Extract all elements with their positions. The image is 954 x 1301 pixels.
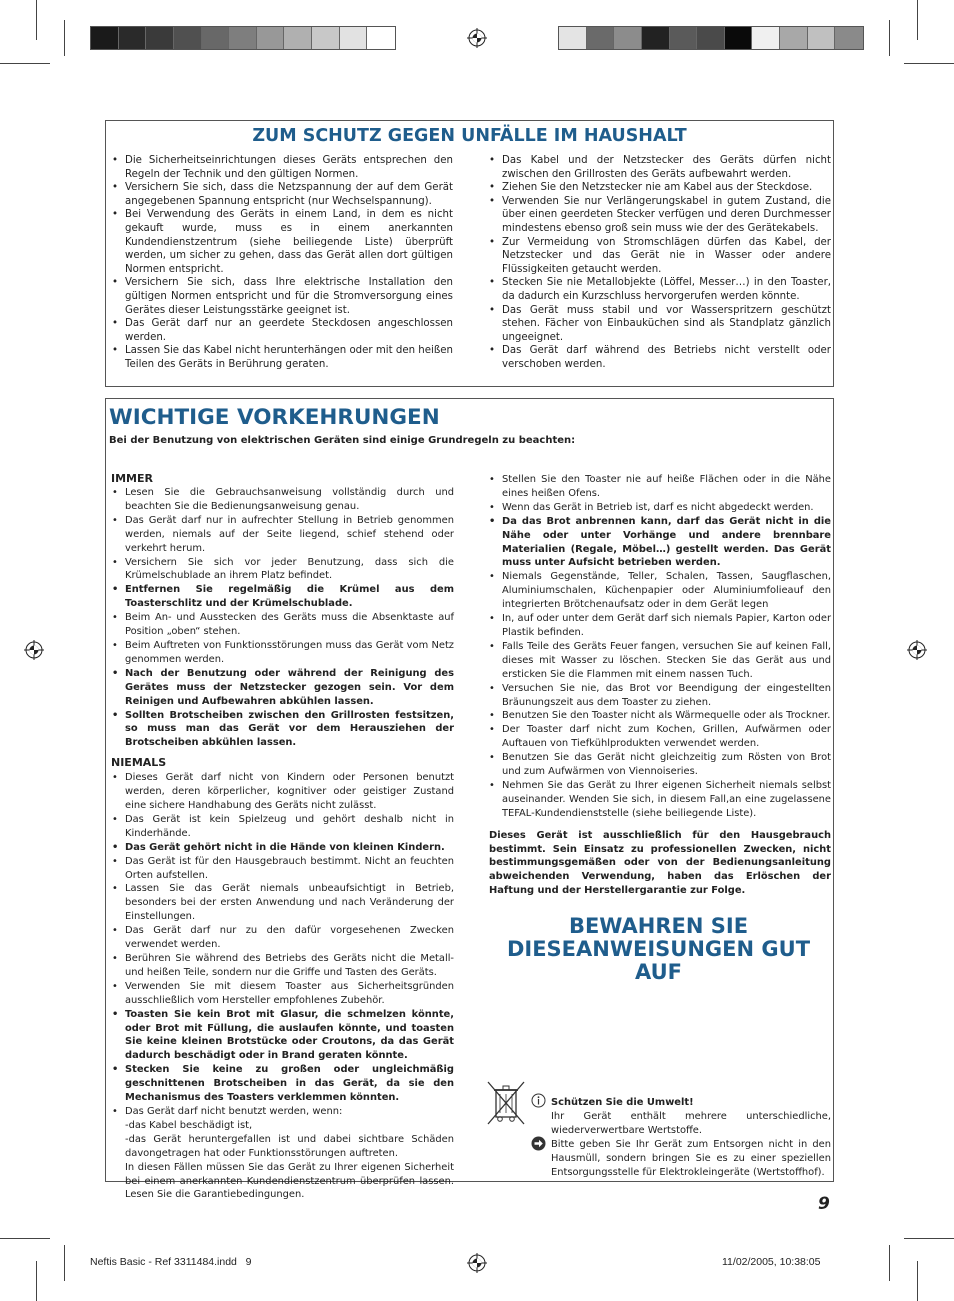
color-swatch xyxy=(340,27,368,49)
color-swatch xyxy=(257,27,285,49)
footer-timestamp: 11/02/2005, 10:38:05 xyxy=(722,1256,821,1268)
precaution-item: • Benutzen Sie das Gerät nicht gleichzeitig zum Rösten von Brot und zum Aufwärmen von Viennoiseries. xyxy=(486,751,831,779)
crop-mark xyxy=(904,63,954,64)
precaution-item: • Wenn das Gerät in Betrieb ist, darf es nicht abgedeckt werden. xyxy=(486,501,831,515)
niemals-label: NIEMALS xyxy=(111,756,167,770)
precautions-list-right xyxy=(486,473,831,821)
precautions-intro: Bei der Benutzung von elektrischen Geräten sind einige Grundregeln zu beachten: xyxy=(109,435,576,446)
environment-text-1: Ihr Gerät enthält mehrere unterschiedliche, wiederverwertbare Wertstoffe. xyxy=(551,1110,831,1136)
safety-list-left xyxy=(109,154,453,372)
precaution-item: • Versuchen Sie nie, das Brot vor Beendigung der eingestellten Bräunungszeit aus dem Toaster zu ziehen. xyxy=(486,682,831,710)
safety-item: • Das Gerät darf während des Betriebs nicht verstellt oder verschoben werden. xyxy=(486,344,831,371)
color-swatch xyxy=(367,27,395,49)
safety-item: • Lassen Sie das Kabel nicht herunterhängen oder mit den heißen Teilen des Geräts in Berührung geraten. xyxy=(109,344,453,371)
keep-line-1: BEWAHREN SIE xyxy=(568,914,749,939)
crop-mark xyxy=(36,1261,37,1301)
crop-mark xyxy=(0,63,50,64)
precautions-left-column xyxy=(109,472,454,1202)
crop-mark xyxy=(36,0,37,40)
safety-box xyxy=(105,120,834,387)
color-swatch xyxy=(284,27,312,49)
keep-line-2: DIESEANWEISUNGEN GUT AUF xyxy=(506,937,811,985)
safety-item: • Zur Vermeidung von Stromschlägen dürfen das Kabel, der Netzstecker und das Gerät nie in Wasser oder andere Flüssigkeiten getaucht werden. xyxy=(486,236,831,277)
crop-mark xyxy=(889,20,890,56)
color-swatch xyxy=(697,27,725,49)
color-swatch xyxy=(725,27,753,49)
niemals-item: • Das Gerät darf nicht benutzt werden, wenn: xyxy=(109,1105,454,1119)
niemals-item: • Verwenden Sie mit diesem Toaster aus Sicherheitsgründen ausschließlich vom Hersteller empfohlenes Zubehör. xyxy=(109,980,454,1008)
page-number: 9 xyxy=(818,1194,830,1214)
keep-instructions-heading xyxy=(486,915,831,984)
precaution-item: • Der Toaster darf nicht zum Kochen, Grillen, Aufwärmen oder Auftauen von Tiefkühlprodukten verwendet werden. xyxy=(486,723,831,751)
niemals-item: • Toasten Sie kein Brot mit Glasur, die schmelzen könnte, oder Brot mit Füllung, die auslaufen könnte, und toasten Sie keine kleinen Brotstücke oder Croutons, da das Gerät dadurch beschädigt oder in Brand geraten könnte. xyxy=(109,1008,454,1064)
registration-mark-icon xyxy=(24,640,44,660)
color-swatch xyxy=(174,27,202,49)
household-notice: Dieses Gerät ist ausschließlich für den Hausgebrauch bestimmt. Sein Einsatz zu professionellen Zwecken, nicht bestimmungsgemäßen oder von der Bedienungsanleitung abweichenden Verwendung, haben das Erlöschen der Haftung und der Herstellergarantie zur Folge. xyxy=(489,829,831,897)
arrow-right-icon xyxy=(531,1136,546,1151)
niemals-condition: -das Gerät heruntergefallen ist und dabei sichtbare Schäden davongetragen hat oder Funktionsstörungen auftreten. xyxy=(125,1133,454,1159)
safety-item: • Verwenden Sie nur Verlängerungskabel in gutem Zustand, die über einen geerdeten Stecker verfügen und deren Durchmesser mindestens ebenso groß sein muss wie der des Gerätekabels. xyxy=(486,195,831,236)
immer-item: • Beim An- und Ausstecken des Geräts muss die Absenktaste auf Position „oben“ stehen. xyxy=(109,611,454,639)
immer-item: • Beim Auftreten von Funktionsstörungen muss das Gerät vom Netz genommen werden. xyxy=(109,639,454,667)
color-swatch xyxy=(91,27,119,49)
immer-item: • Das Gerät darf nur in aufrechter Stellung in Betrieb genommen werden, niemals auf der Seite liegend, schief stehend oder verkehrt herum. xyxy=(109,514,454,556)
precaution-item: • Falls Teile des Geräts Feuer fangen, versuchen Sie auf keinen Fall, dieses mit Wasser zu löschen. Stecken Sie das Gerät aus und ersticken Sie die Flammen mit einem nassen Tuch. xyxy=(486,640,831,682)
niemals-item: • Das Gerät ist für den Hausgebrauch bestimmt. Nicht an feuchten Orten aufstellen. xyxy=(109,855,454,883)
crop-mark xyxy=(0,1238,50,1239)
crop-mark xyxy=(889,1245,890,1281)
wheelie-bin-crossed-icon xyxy=(484,1079,530,1127)
registration-mark-icon xyxy=(467,1253,487,1273)
safety-item: • Die Sicherheitseinrichtungen dieses Geräts entsprechen den Regeln der Technik und den gültigen Normen. xyxy=(109,154,453,181)
safety-item: • Versichern Sie sich, dass Ihre elektrische Installation den gültigen Normen entspricht und für die Stromversorgung eines Gerätes dieser Leistungsstärke geeignet ist. xyxy=(109,276,453,317)
immer-item: • Sollten Brotscheiben zwischen den Grillrosten festsitzen, so muss man das Gerät vor dem Herausziehen der Brotscheiben abkühlen lassen. xyxy=(109,709,454,751)
immer-item: • Entfernen Sie regelmäßig die Krümel aus dem Toasterschlitz und der Krümelschublade. xyxy=(109,583,454,611)
niemals-item: • Das Gerät gehört nicht in die Hände von kleinen Kindern. xyxy=(109,841,454,855)
environment-note xyxy=(551,1096,831,1179)
precaution-item: • Stellen Sie den Toaster nie auf heiße Flächen oder in die Nähe eines heißen Ofens. xyxy=(486,473,831,501)
niemals-item: • Dieses Gerät darf nicht von Kindern oder Personen benutzt werden, deren körperlicher, kognitiver oder geistiger Zustand eine sichere Handhabung des Geräts nicht zulässt. xyxy=(109,771,454,813)
precautions-box xyxy=(105,398,834,1201)
registration-mark-icon xyxy=(907,640,927,660)
color-swatch xyxy=(835,27,863,49)
safety-item: • Versichern Sie sich, dass die Netzspannung der auf dem Gerät angegebenen Spannung entspricht (nur Wechselspannung). xyxy=(109,181,453,208)
crop-mark xyxy=(64,20,65,56)
info-icon xyxy=(531,1093,546,1108)
environment-title: Schützen Sie die Umwelt! xyxy=(551,1097,694,1108)
precaution-item: • Benutzen Sie den Toaster nicht als Wärmequelle oder als Trockner. xyxy=(486,709,831,723)
color-calibration-bar-left xyxy=(90,26,396,50)
color-swatch xyxy=(559,27,587,49)
registration-mark-icon xyxy=(467,28,487,48)
crop-mark xyxy=(64,1245,65,1281)
precaution-item: • Nehmen Sie das Gerät zu Ihrer eigenen Sicherheit niemals selbst auseinander. Wenden Sie sich, in diesem Fall,an eine zugelassene TEFAL-Kundendienststelle (siehe beiliegende Liste). xyxy=(486,779,831,821)
immer-item: • Lesen Sie die Gebrauchsanweisung vollständig durch und beachten Sie die Bedienungsanweisung genau. xyxy=(109,486,454,514)
safety-item: • Das Gerät darf nur an geerdete Steckdosen angeschlossen werden. xyxy=(109,317,453,344)
safety-list-right xyxy=(486,154,831,372)
safety-item: • Das Kabel und der Netzstecker des Geräts dürfen nicht zwischen den Grillrosten des Geräts aufbewahrt werden. xyxy=(486,154,831,181)
niemals-item: • Das Gerät ist kein Spielzeug und gehört deshalb nicht in Kinderhände. xyxy=(109,813,454,841)
crop-mark xyxy=(917,0,918,40)
immer-list xyxy=(109,486,454,750)
niemals-condition: In diesen Fällen müssen Sie das Gerät zu Ihrer eigenen Sicherheit bei einem anerkannten Kundendienstzentrum überprüfen lassen. Lesen Sie die Garantiebedingungen. xyxy=(125,1161,454,1201)
safety-title: ZUM SCHUTZ GEGEN UNFÄLLE IM HAUSHALT xyxy=(252,126,687,146)
color-swatch xyxy=(752,27,780,49)
precaution-item: • In, auf oder unter dem Gerät darf sich niemals Papier, Karton oder Plastik befinden. xyxy=(486,612,831,640)
precaution-item: • Niemals Gegenstände, Teller, Schalen, Tassen, Saugflaschen, Aluminiumschalen, Küchenpapier oder Aluminiumfolieauf den integrierten Brötchenaufsatz oder in dem Gerät legen xyxy=(486,570,831,612)
safety-item: • Bei Verwendung des Geräts in einem Land, in dem es nicht gekauft wurde, muss es in einem anerkannten Kundendienstzentrum (siehe beiliegende Liste) überprüft werden, um sicher zu gehen, dass das Gerät allen dort gültigen Normen entspricht. xyxy=(109,208,453,276)
color-swatch xyxy=(229,27,257,49)
color-swatch xyxy=(642,27,670,49)
footer-file-info: Neftis Basic - Ref 3311484.indd 9 xyxy=(90,1256,252,1268)
immer-item: • Versichern Sie sich vor jeder Benutzung, dass sich die Krümelschublade an ihrem Platz befindet. xyxy=(109,556,454,584)
color-swatch xyxy=(614,27,642,49)
color-swatch xyxy=(808,27,836,49)
color-swatch xyxy=(146,27,174,49)
safety-item: • Ziehen Sie den Netzstecker nie am Kabel aus der Steckdose. xyxy=(486,181,831,195)
immer-label: IMMER xyxy=(111,472,153,485)
crop-mark xyxy=(904,1238,954,1239)
immer-item: • Nach der Benutzung oder während der Reinigung des Gerätes muss der Netzstecker gezogen sein. Vor dem Reinigen und Aufbewahren abkühlen lassen. xyxy=(109,667,454,709)
niemals-conditions xyxy=(109,1119,454,1202)
color-swatch xyxy=(780,27,808,49)
safety-item: • Das Gerät muss stabil und vor Wasserspritzern geschützt stehen. Fächer von Einbauküchen sind als Standplatz gänzlich ungeeignet. xyxy=(486,304,831,345)
niemals-item: • Berühren Sie während des Betriebs des Geräts nicht die Metall- und heißen Teile, sondern nur die Griffe und Tasten des Geräts. xyxy=(109,952,454,980)
color-swatch xyxy=(312,27,340,49)
niemals-list xyxy=(109,771,454,1119)
color-calibration-bar-right xyxy=(558,26,864,50)
crop-mark xyxy=(917,1261,918,1301)
color-swatch xyxy=(202,27,230,49)
color-swatch xyxy=(670,27,698,49)
safety-item: • Stecken Sie nie Metallobjekte (Löffel, Messer…) in den Toaster, da dadurch ein Kurzschluss hervorgerufen werden könnte. xyxy=(486,276,831,303)
precautions-title: WICHTIGE VORKEHRUNGEN xyxy=(109,405,440,430)
niemals-item: • Lassen Sie das Gerät niemals unbeaufsichtigt in Betrieb, besonders bei der ersten Anwendung und nach Veränderung der Einstellungen. xyxy=(109,882,454,924)
precaution-item: • Da das Brot anbrennen kann, darf das Gerät nicht in die Nähe oder unter Vorhänge und andere brennbare Materialien (Regale, Möbel…) gestellt werden. Das Gerät muss unter Aufsicht betrieben werden. xyxy=(486,515,831,571)
color-swatch xyxy=(587,27,615,49)
niemals-item: • Stecken Sie keine zu großen oder ungleichmäßig geschnittenen Brotscheiben in das Gerät, da sie den Mechanismus des Toasters verklemmen könnten. xyxy=(109,1063,454,1105)
niemals-condition: -das Kabel beschädigt ist, xyxy=(125,1119,253,1131)
environment-text-2: Bitte geben Sie Ihr Gerät zum Entsorgen nicht in den Hausmüll, sondern bringen Sie es zu einer speziellen Entsorgungsstelle für Elektrokleingeräte (Wertstoffhof). xyxy=(551,1138,831,1178)
color-swatch xyxy=(119,27,147,49)
precautions-right-column xyxy=(486,473,831,984)
niemals-item: • Das Gerät darf nur zu den dafür vorgesehenen Zwecken verwendet werden. xyxy=(109,924,454,952)
